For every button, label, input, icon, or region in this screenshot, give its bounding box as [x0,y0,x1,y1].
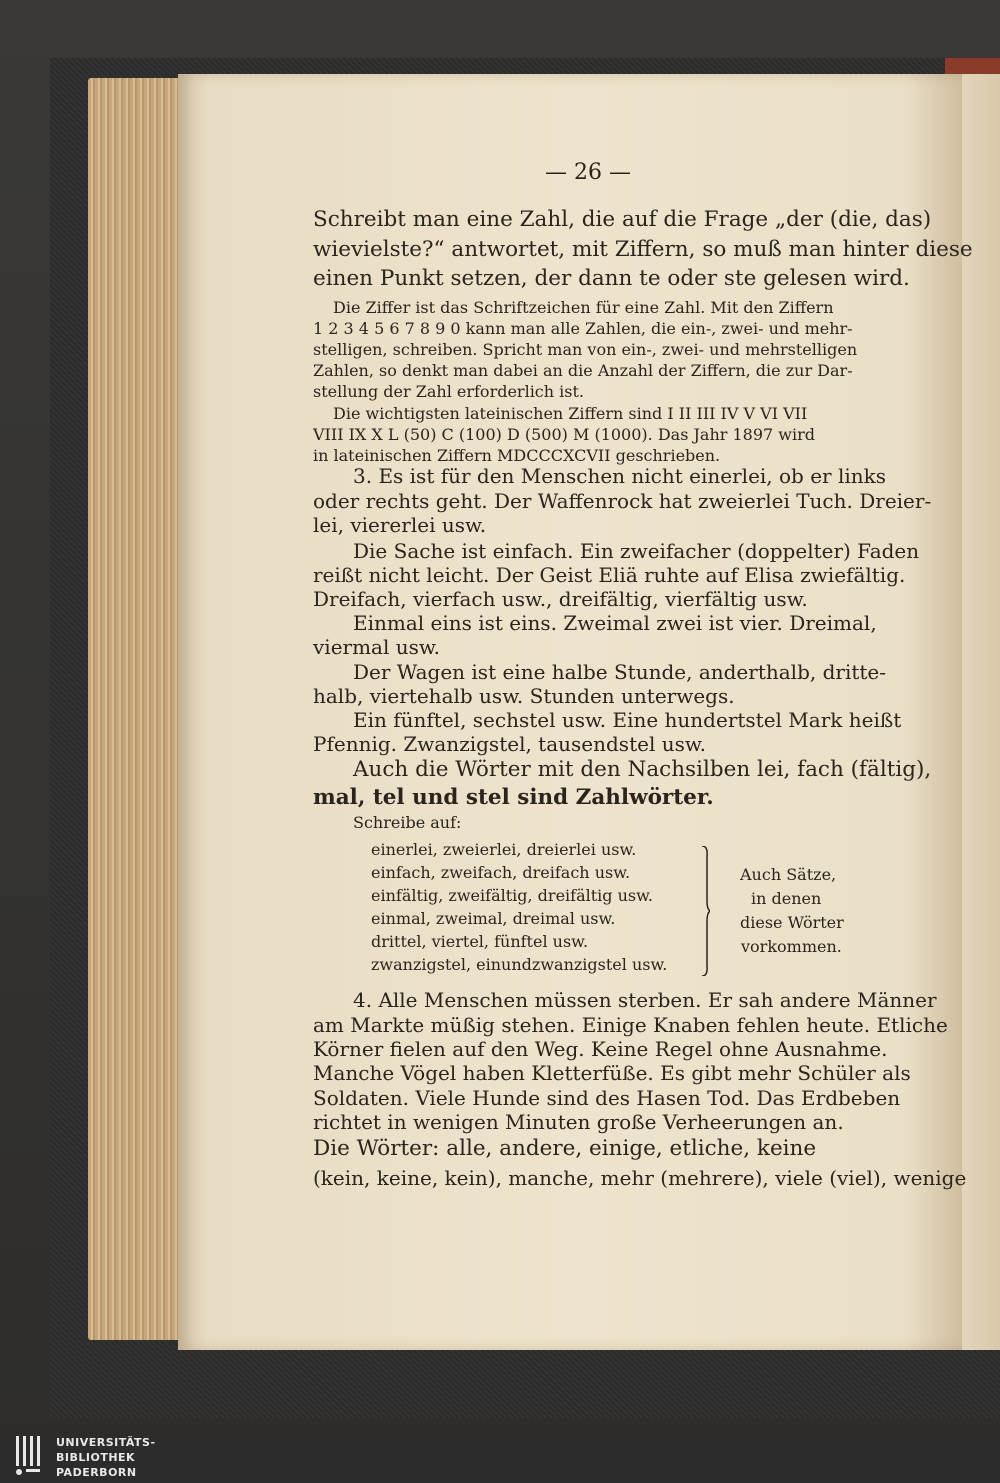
text-line: Pfennig. Zwanzigstel, tausendstel usw. [313,732,706,756]
text-line: Der Wagen ist eine halbe Stunde, anderthalb, dritte- [353,660,887,684]
text-line: 3. Es ist für den Menschen nicht einerlei, ob er links [353,464,887,488]
text-line: Die Sache ist einfach. Ein zweifacher (doppelter) Faden [353,539,920,563]
text-line: Ein fünftel, sechstel usw. Eine hundertstel Mark heißt [353,708,902,732]
next-page-edge [962,74,1000,1350]
list-item: einmal, zweimal, dreimal usw. [371,909,616,928]
text-line: halb, viertehalb usw. Stunden unterwegs. [313,684,735,708]
text-line: lei, viererlei usw. [313,513,487,537]
list-item: einfach, zweifach, dreifach usw. [371,863,631,882]
page-edges [88,78,188,1340]
side-note: Auch Sätze, [740,865,837,884]
list-item: einfältig, zweifältig, dreifältig usw. [371,886,654,905]
footer-line: BIBLIOTHEK [56,1451,136,1464]
text-line: Zahlen, so denkt man dabei an die Anzahl der Ziffern, die zur Dar- [313,361,853,380]
text-line: Die Ziffer ist das Schriftzeichen für eine Zahl. Mit den Ziffern [333,298,834,317]
side-note: diese Wörter [740,913,844,932]
text-line: stellung der Zahl erforderlich ist. [313,382,584,401]
text-line: Soldaten. Viele Hunde sind des Hasen Tod. Das Erdbeben [313,1086,901,1110]
list-item: zwanzigstel, einundzwanzigstel usw. [371,955,668,974]
footer-line: PADERBORN [56,1466,137,1479]
page-number: — 26 — [545,160,631,185]
text-line: wievielste?“ antwortet, mit Ziffern, so muß man hinter diese [313,237,973,262]
text-line: oder rechts geht. Der Waffenrock hat zweierlei Tuch. Dreier- [313,489,932,513]
text-line: Einmal eins ist eins. Zweimal zwei ist vier. Dreimal, [353,611,877,635]
library-logo-icon [14,1434,48,1478]
text-line: Die wichtigsten lateinischen Ziffern sind I II III IV V VI VII [333,404,808,423]
text-line: in lateinischen Ziffern MDCCCXCVII geschrieben. [313,446,721,465]
text-line: (kein, keine, kein), manche, mehr (mehrere), viele (viel), wenige [313,1166,967,1190]
footer-line: UNIVERSITÄTS- [56,1436,156,1449]
text-line: stelligen, schreiben. Spricht man von ein-, zwei- und mehrstelligen [313,340,858,359]
exercise-heading: Schreibe auf: [353,813,462,832]
text-line: reißt nicht leicht. Der Geist Eliä ruhte auf Elisa zwiefältig. [313,563,906,587]
text-line: Manche Vögel haben Kletterfüße. Es gibt mehr Schüler als [313,1061,911,1085]
text-line: 1 2 3 4 5 6 7 8 9 0 kann man alle Zahlen, die ein-, zwei- und mehr- [313,319,853,338]
text-line: 4. Alle Menschen müssen sterben. Er sah andere Männer [353,988,937,1012]
text-line: VIII IX X L (50) C (100) D (500) M (1000). Das Jahr 1897 wird [313,425,815,444]
list-item: einerlei, zweierlei, dreierlei usw. [371,840,637,859]
text-line: Dreifach, vierfach usw., dreifältig, vierfältig usw. [313,587,808,611]
text-line: Schreibt man eine Zahl, die auf die Frage „der (die, das) [313,207,932,232]
rule-line: mal, tel und stel sind Zahlwörter. [313,785,714,810]
text-line: Körner fielen auf den Weg. Keine Regel ohne Ausnahme. [313,1037,888,1061]
rule-line: Auch die Wörter mit den Nachsilben lei, fach (fältig), [353,757,932,782]
text-line: viermal usw. [313,635,440,659]
text-line: einen Punkt setzen, der dann te oder ste gelesen wird. [313,266,910,291]
side-note: in denen [751,889,822,908]
brace [700,846,710,976]
side-note: vorkommen. [741,937,842,956]
text-line: am Markte müßig stehen. Einige Knaben fehlen heute. Etliche [313,1013,948,1037]
list-item: drittel, viertel, fünftel usw. [371,932,589,951]
text-line: richtet in wenigen Minuten große Verheerungen an. [313,1110,844,1134]
text-line: Die Wörter: alle, andere, einige, etliche, keine [313,1136,817,1161]
